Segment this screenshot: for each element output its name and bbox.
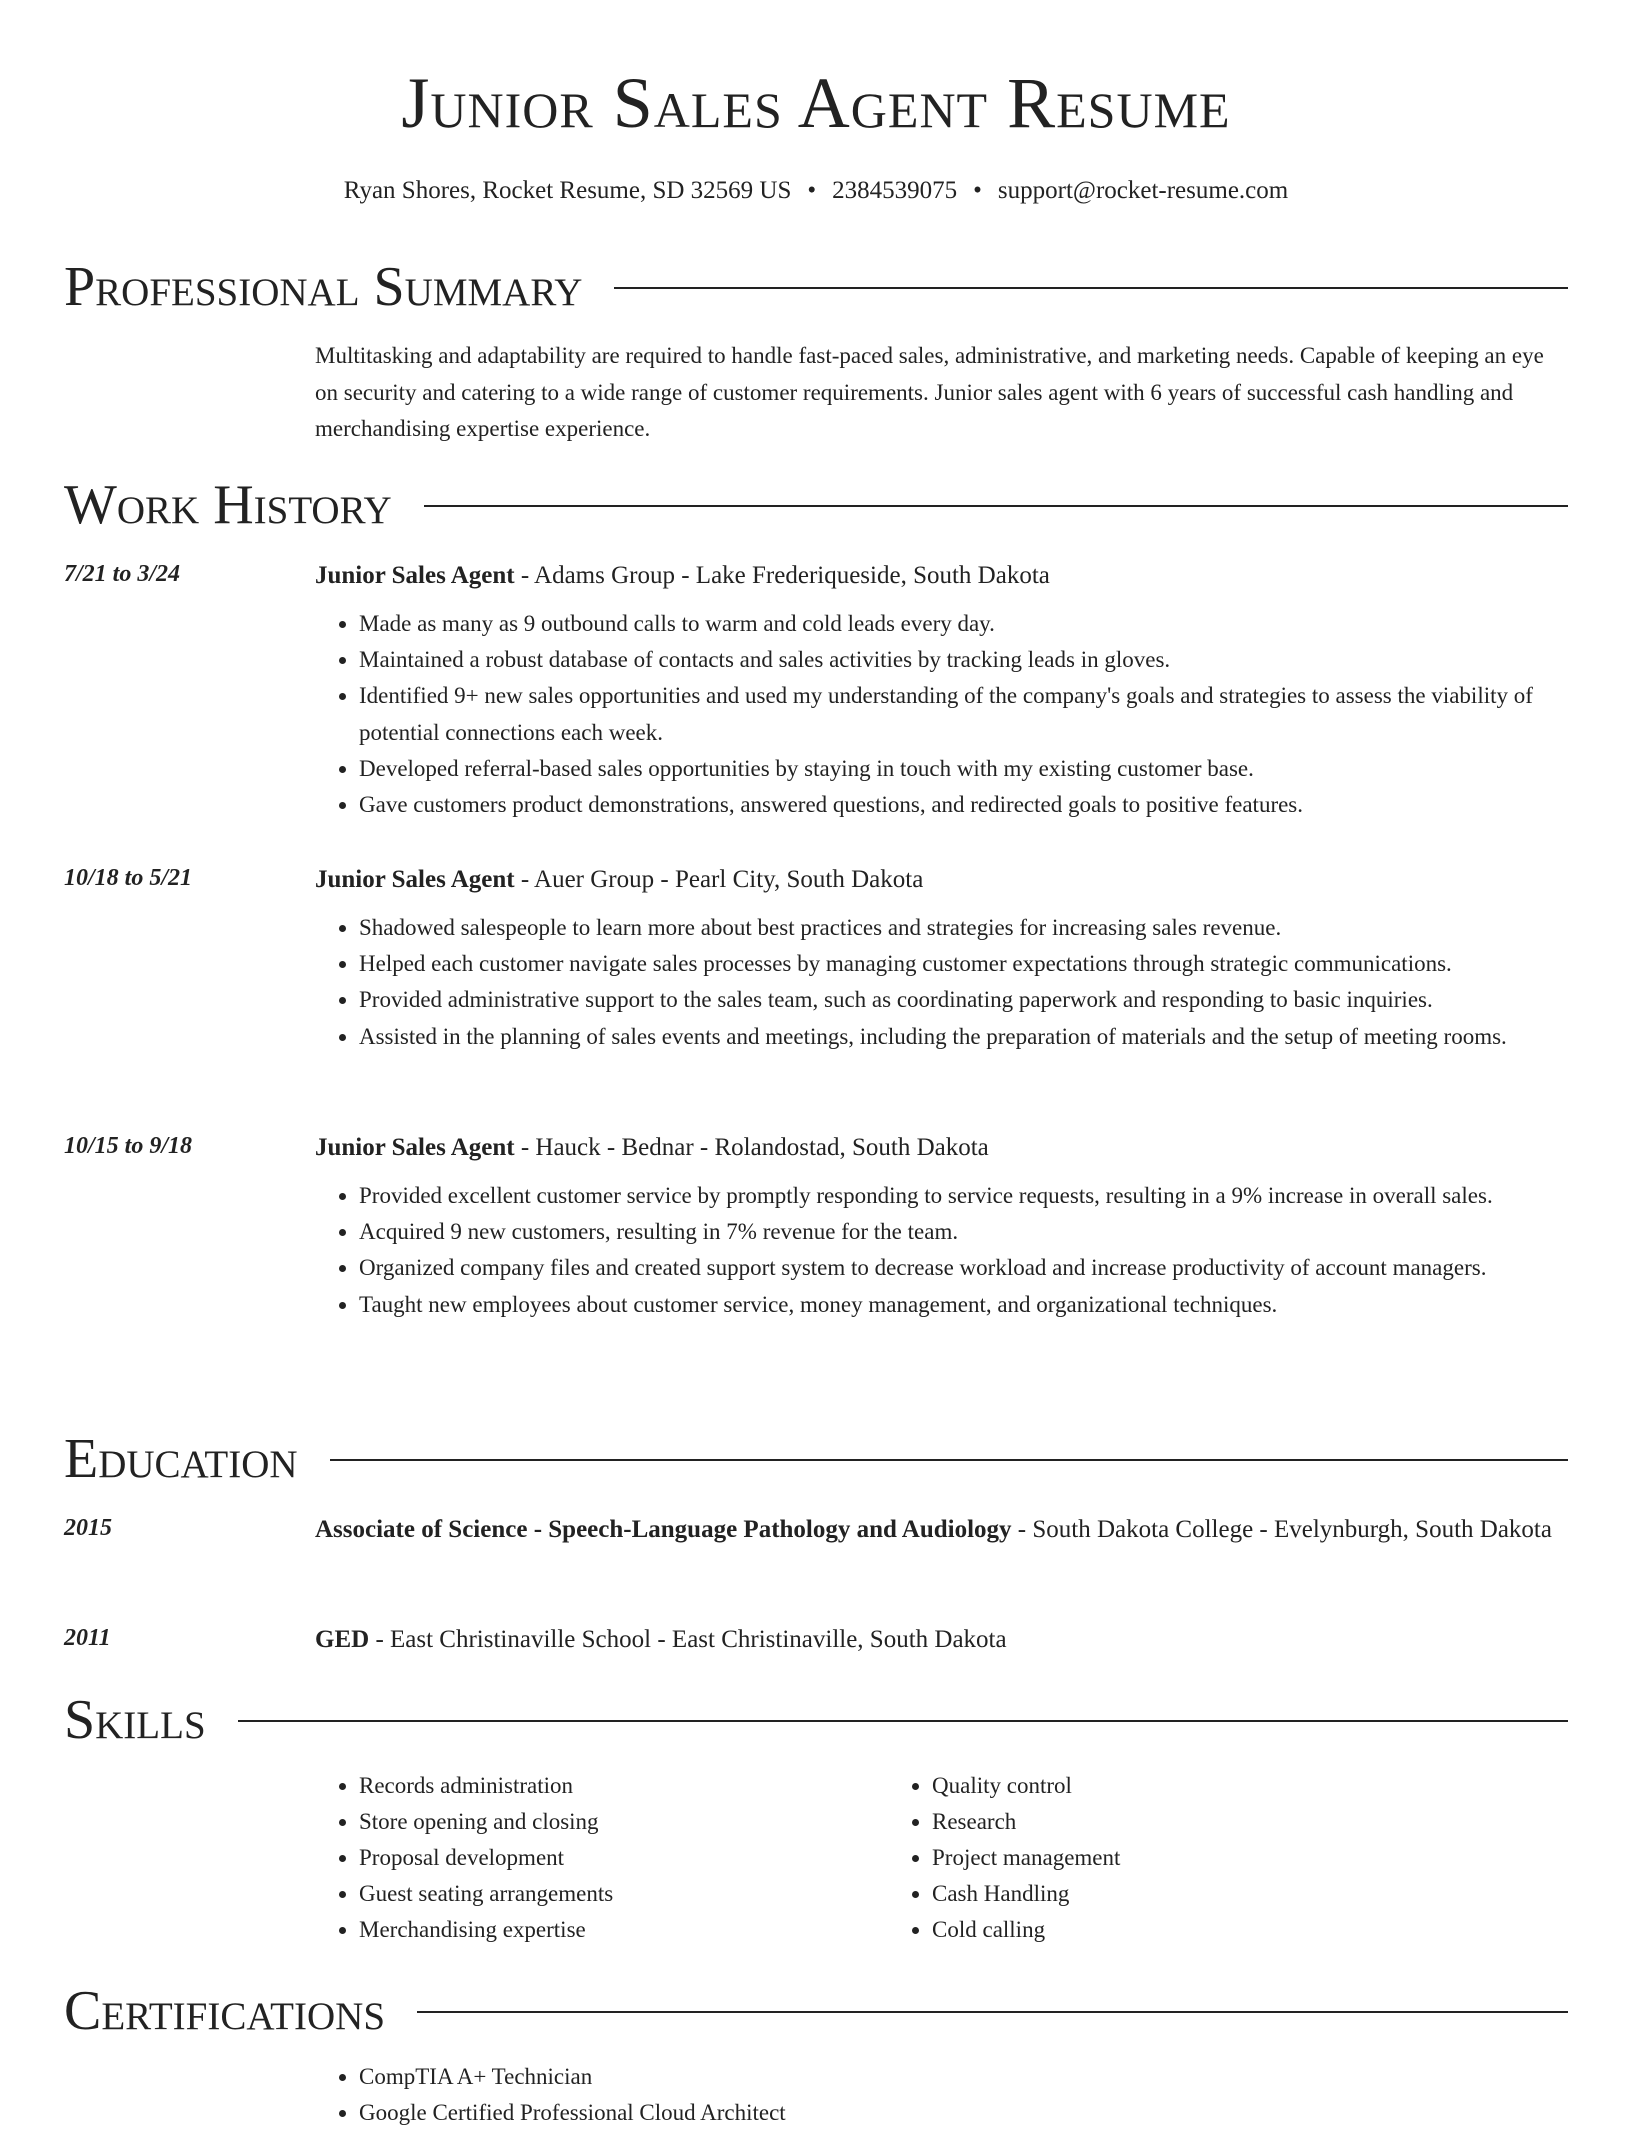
work-heading: [315, 860, 1568, 900]
section-heading-skills: [64, 1688, 1568, 1752]
job-title: Junior Sales Agent: [315, 866, 515, 893]
work-body: [315, 860, 1568, 1055]
contact-separator: •: [973, 177, 982, 204]
school-details: - South Dakota College - Evelynburgh, South Dakota: [1011, 1516, 1552, 1543]
certification-item: • CompTIA A+ Technician: [359, 2059, 1568, 2095]
job-details: - Hauck - Bednar - Rolandostad, South Dakota: [514, 1134, 989, 1161]
list-item: • Developed referral-based sales opportunities by staying in touch with my existing customer base.: [359, 751, 1568, 787]
education-year: 2011: [64, 1625, 111, 1651]
list-item: • Gave customers product demonstrations, answered questions, and redirected goals to positive features.: [359, 787, 1568, 823]
skill-item: • Cold calling: [932, 1912, 1461, 1948]
section-divider: [238, 1720, 1568, 1722]
section-title: Certifications: [64, 1980, 386, 2042]
school-details: - East Christinaville School - East Christinaville, South Dakota: [369, 1626, 1007, 1653]
job-title: Junior Sales Agent: [315, 562, 515, 589]
education-heading: [315, 1620, 1568, 1660]
job-title: Junior Sales Agent: [315, 1134, 515, 1161]
section-title: Skills: [64, 1689, 206, 1751]
section-divider: [424, 505, 1568, 507]
skills-list: [315, 1768, 1568, 1948]
skill-item: • Merchandising expertise: [359, 1912, 888, 1948]
degree: Associate of Science - Speech-Language Pathology and Audiology: [315, 1516, 1012, 1543]
education-body: [315, 1620, 1568, 1660]
contact-separator: •: [807, 177, 817, 204]
list-item: • Provided administrative support to the sales team, such as coordinating paperwork and responding to basic inquiries.: [359, 982, 1568, 1018]
contact-address: Ryan Shores, Rocket Resume, SD 32569 US: [343, 177, 792, 204]
skills-column-left: [315, 1768, 888, 1948]
resume-title: Junior Sales Agent Resume: [401, 63, 1231, 143]
work-bullets: [315, 606, 1568, 823]
list-item: • Helped each customer navigate sales processes by managing customer expectations through strategic communications.: [359, 946, 1568, 982]
list-item: • Maintained a robust database of contacts and sales activities by tracking leads in gloves.: [359, 642, 1568, 678]
degree: GED: [315, 1626, 370, 1653]
section-title: Professional Summary: [64, 256, 583, 318]
job-details: - Auer Group - Pearl City, South Dakota: [514, 866, 924, 893]
education-body: [315, 1510, 1568, 1550]
skill-item: • Project management: [932, 1840, 1461, 1876]
section-title: Education: [64, 1428, 298, 1490]
section-divider: [330, 1459, 1568, 1461]
summary-text: Multitasking and adaptability are required to handle fast-paced sales, administrative, and marketing needs. Capable of keeping an eye on security and catering to a wide range of customer requirements. Junior sales agent with 6 years of successful cash handling and merchandising expertise experience.: [315, 343, 1544, 441]
list-item: • Taught new employees about customer service, money management, and organizational techniques.: [359, 1287, 1568, 1323]
contact-line: [0, 174, 1632, 208]
list-item: • Identified 9+ new sales opportunities and used my understanding of the company's goals and strategies to assess the viability of potential connections each week.: [359, 678, 1568, 750]
skill-item: • Records administration: [359, 1768, 888, 1804]
section-heading-summary: [64, 255, 1568, 319]
list-item: • Made as many as 9 outbound calls to warm and cold leads every day.: [359, 606, 1568, 642]
skill-item: • Guest seating arrangements: [359, 1876, 888, 1912]
work-bullets: [315, 910, 1568, 1055]
education-year: 2015: [64, 1515, 112, 1541]
work-body: [315, 556, 1568, 823]
skill-item: • Quality control: [932, 1768, 1461, 1804]
list-item: • Acquired 9 new customers, resulting in 7% revenue for the team.: [359, 1214, 1568, 1250]
certifications-list: [315, 2059, 1568, 2131]
work-body: [315, 1128, 1568, 1323]
section-divider: [417, 2011, 1568, 2013]
work-dates: 10/18 to 5/21: [64, 865, 193, 891]
skill-item: • Research: [932, 1804, 1461, 1840]
skill-item: • Proposal development: [359, 1840, 888, 1876]
list-item: • Organized company files and created support system to decrease workload and increase productivity of account managers.: [359, 1250, 1568, 1286]
education-heading: [315, 1510, 1568, 1550]
contact-email: support@rocket-resume.com: [997, 177, 1289, 204]
section-title: Work History: [64, 474, 392, 536]
skill-item: • Cash Handling: [932, 1876, 1461, 1912]
work-dates: 7/21 to 3/24: [64, 561, 181, 587]
work-dates: 10/15 to 9/18: [64, 1133, 193, 1159]
work-heading: [315, 1128, 1568, 1168]
list-item: • Assisted in the planning of sales events and meetings, including the preparation of materials and the setup of meeting rooms.: [359, 1019, 1568, 1055]
certifications-bullets: [315, 2059, 1568, 2131]
skills-column-right: [888, 1768, 1461, 1948]
list-item: • Shadowed salespeople to learn more about best practices and strategies for increasing sales revenue.: [359, 910, 1568, 946]
section-heading-work: [64, 473, 1568, 537]
work-bullets: [315, 1178, 1568, 1323]
work-heading: [315, 556, 1568, 596]
section-divider: [614, 287, 1568, 289]
list-item: • Provided excellent customer service by promptly responding to service requests, resulting in a 9% increase in overall sales.: [359, 1178, 1568, 1214]
section-heading-education: [64, 1427, 1568, 1491]
job-details: - Adams Group - Lake Frederiqueside, South Dakota: [514, 562, 1050, 589]
certification-item: • Google Certified Professional Cloud Architect: [359, 2095, 1568, 2131]
section-heading-certifications: [64, 1979, 1568, 2043]
skill-item: • Store opening and closing: [359, 1804, 888, 1840]
contact-phone: 2384539075: [832, 177, 958, 204]
